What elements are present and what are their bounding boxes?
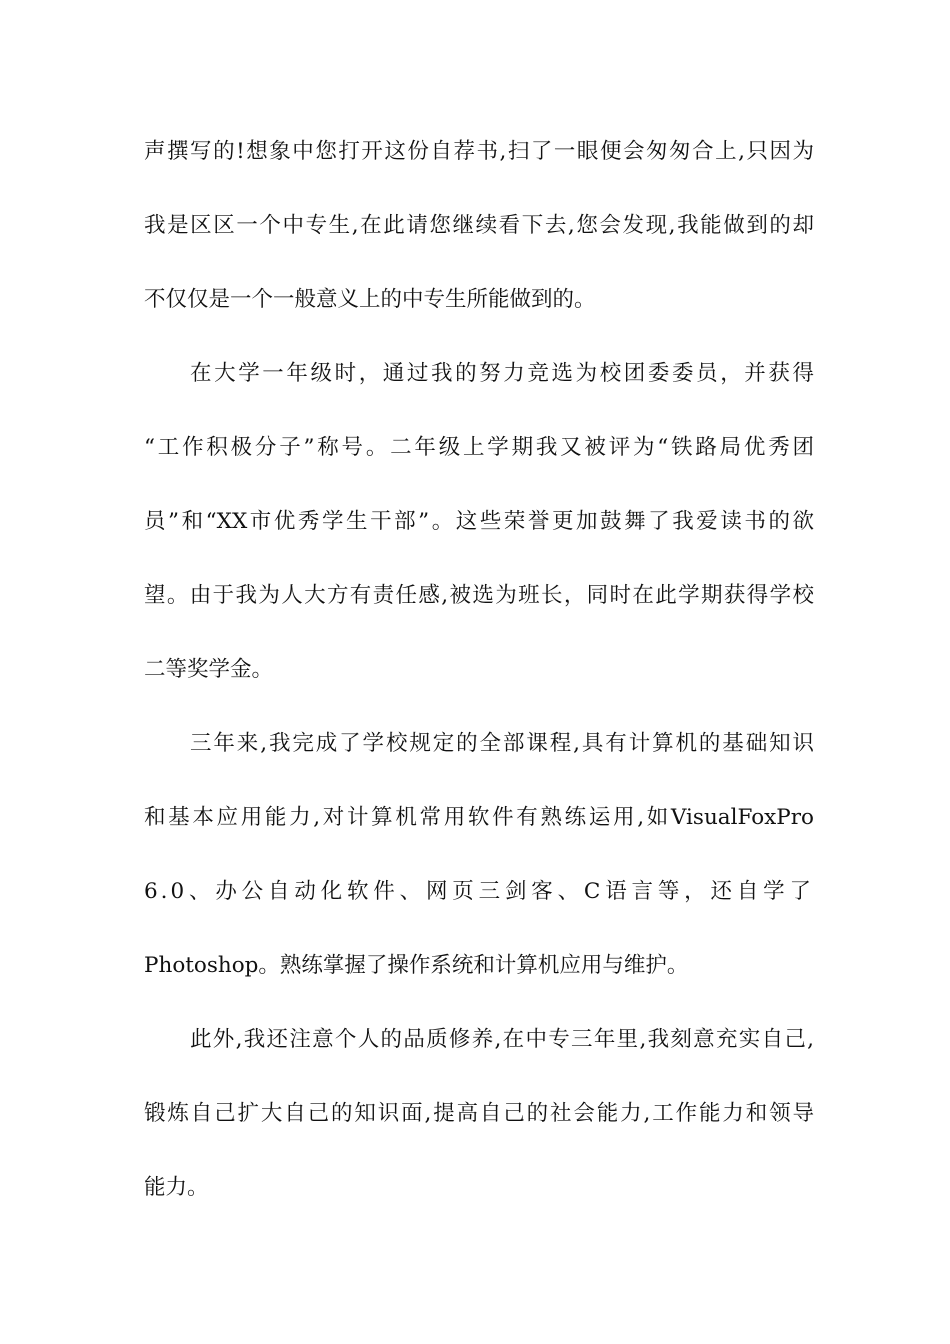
text-line-5: “工作积极分子”称号。二年级上学期我又被评为“铁路局优秀团 [144,435,814,460]
text-line-1: 声撰写的!想象中您打开这份自荐书,扫了一眼便会匆匆合上,只因为 [144,139,814,164]
text-line-10: 和基本应用能力,对计算机常用软件有熟练运用,如VisualFoxPro [144,805,814,830]
text-line-7: 望。由于我为人大方有责任感,被选为班长，同时在此学期获得学校 [144,583,814,608]
text-line-13: 此外,我还注意个人的品质修养,在中专三年里,我刻意充实自己, [190,1027,814,1052]
text-line-8: 二等奖学金。 [144,657,274,682]
text-line-3: 不仅仅是一个一般意义上的中专生所能做到的。 [144,287,596,312]
text-line-9: 三年来,我完成了学校规定的全部课程,具有计算机的基础知识 [190,731,814,756]
text-line-14: 锻炼自己扩大自己的知识面,提高自己的社会能力,工作能力和领导 [144,1101,814,1126]
text-line-2: 我是区区一个中专生,在此请您继续看下去,您会发现,我能做到的却 [144,213,814,238]
text-line-4: 在大学一年级时，通过我的努力竞选为校团委委员，并获得 [190,361,814,386]
text-line-12: Photoshop。熟练掌握了操作系统和计算机应用与维护。 [144,953,689,978]
text-line-11: 6.0、办公自动化软件、网页三剑客、C语言等，还自学了 [144,879,814,904]
text-line-6: 员”和“XX市优秀学生干部”。这些荣誉更加鼓舞了我爱读书的欲 [144,509,814,534]
text-line-15: 能力。 [144,1175,209,1200]
